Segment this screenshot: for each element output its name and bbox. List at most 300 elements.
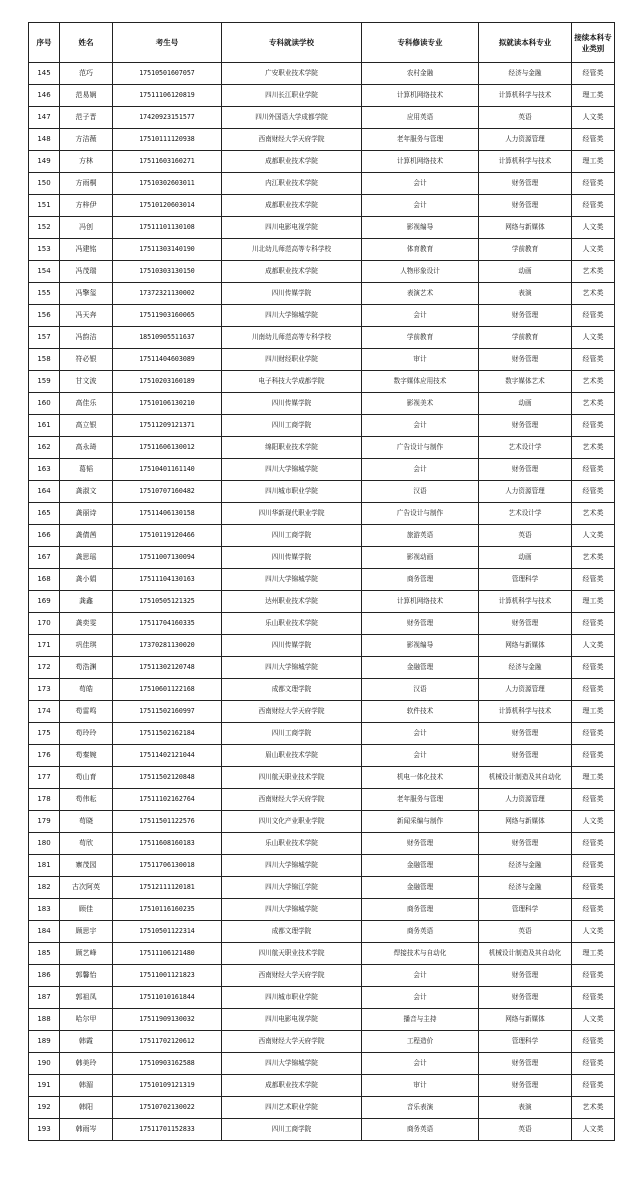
cell-name: 高佳乐 xyxy=(60,393,113,415)
cell-college-major: 学前教育 xyxy=(362,327,479,349)
cell-name: 郭祖凤 xyxy=(60,987,113,1009)
cell-target-major: 学前教育 xyxy=(479,239,572,261)
cell-exam-id: 17511702120612 xyxy=(113,1031,222,1053)
cell-index: 153 xyxy=(29,239,60,261)
cell-college-major: 计算机网络技术 xyxy=(362,85,479,107)
cell-target-major: 网络与新媒体 xyxy=(479,811,572,833)
cell-exam-id: 17510601122168 xyxy=(113,679,222,701)
cell-category: 理工类 xyxy=(572,591,615,613)
table-row xyxy=(29,261,615,283)
cell-college: 四川文化产业职业学院 xyxy=(222,811,362,833)
cell-college-major: 焊接技术与自动化 xyxy=(362,943,479,965)
table-row xyxy=(29,1119,615,1141)
cell-category: 理工类 xyxy=(572,943,615,965)
cell-category: 艺术类 xyxy=(572,371,615,393)
cell-name: 韩美玲 xyxy=(60,1053,113,1075)
cell-college: 四川大学锦江学院 xyxy=(222,877,362,899)
cell-category: 经管类 xyxy=(572,833,615,855)
cell-target-major: 管理科学 xyxy=(479,1031,572,1053)
cell-college: 四川大学锦城学院 xyxy=(222,1053,362,1075)
cell-name: 苟伟耘 xyxy=(60,789,113,811)
table-row xyxy=(29,459,615,481)
table-row xyxy=(29,481,615,503)
cell-college: 西南财经大学天府学院 xyxy=(222,701,362,723)
cell-target-major: 管理科学 xyxy=(479,569,572,591)
cell-category: 经管类 xyxy=(572,613,615,635)
cell-exam-id: 17510109121319 xyxy=(113,1075,222,1097)
table-row xyxy=(29,789,615,811)
cell-name: 顾思宇 xyxy=(60,921,113,943)
cell-name: 哈尔甲 xyxy=(60,1009,113,1031)
cell-exam-id: 17511404603089 xyxy=(113,349,222,371)
table-row xyxy=(29,877,615,899)
cell-category: 经管类 xyxy=(572,987,615,1009)
cell-college: 成都职业技术学院 xyxy=(222,151,362,173)
cell-name: 龚淑文 xyxy=(60,481,113,503)
cell-category: 经管类 xyxy=(572,789,615,811)
cell-exam-id: 17510401161140 xyxy=(113,459,222,481)
cell-index: 190 xyxy=(29,1053,60,1075)
table-row xyxy=(29,151,615,173)
cell-target-major: 艺术设计学 xyxy=(479,503,572,525)
cell-college-major: 金融管理 xyxy=(362,877,479,899)
col-header-college: 专科就读学校 xyxy=(222,23,362,63)
cell-college: 四川长江职业学院 xyxy=(222,85,362,107)
cell-name: 冯韵洁 xyxy=(60,327,113,349)
cell-target-major: 财务管理 xyxy=(479,987,572,1009)
cell-name: 龚倩茜 xyxy=(60,525,113,547)
cell-target-major: 计算机科学与技术 xyxy=(479,701,572,723)
cell-target-major: 人力资源管理 xyxy=(479,679,572,701)
cell-college-major: 审计 xyxy=(362,349,479,371)
cell-category: 人文类 xyxy=(572,811,615,833)
cell-category: 经管类 xyxy=(572,1053,615,1075)
cell-name: 苟秦婉 xyxy=(60,745,113,767)
cell-index: 161 xyxy=(29,415,60,437)
table-row xyxy=(29,437,615,459)
cell-exam-id: 17511502162184 xyxy=(113,723,222,745)
cell-name: 冯天奔 xyxy=(60,305,113,327)
cell-college-major: 会计 xyxy=(362,965,479,987)
cell-category: 人文类 xyxy=(572,217,615,239)
cell-name: 苟浩渊 xyxy=(60,657,113,679)
table-row xyxy=(29,525,615,547)
cell-exam-id: 17511010161844 xyxy=(113,987,222,1009)
table-row xyxy=(29,217,615,239)
table-row xyxy=(29,239,615,261)
cell-target-major: 财务管理 xyxy=(479,833,572,855)
cell-college: 四川艺术职业学院 xyxy=(222,1097,362,1119)
cell-target-major: 英语 xyxy=(479,107,572,129)
cell-college-major: 商务管理 xyxy=(362,569,479,591)
cell-category: 艺术类 xyxy=(572,437,615,459)
cell-exam-id: 17511209121371 xyxy=(113,415,222,437)
table-row xyxy=(29,393,615,415)
cell-college: 四川大学锦城学院 xyxy=(222,459,362,481)
cell-category: 理工类 xyxy=(572,85,615,107)
cell-exam-id: 17511302120748 xyxy=(113,657,222,679)
cell-index: 182 xyxy=(29,877,60,899)
cell-exam-id: 17511406130158 xyxy=(113,503,222,525)
col-header-name: 姓名 xyxy=(60,23,113,63)
cell-index: 150 xyxy=(29,173,60,195)
cell-category: 人文类 xyxy=(572,1119,615,1141)
cell-exam-id: 17510707160482 xyxy=(113,481,222,503)
cell-category: 经管类 xyxy=(572,1031,615,1053)
cell-target-major: 数字媒体艺术 xyxy=(479,371,572,393)
cell-index: 192 xyxy=(29,1097,60,1119)
cell-name: 葛韬 xyxy=(60,459,113,481)
cell-index: 173 xyxy=(29,679,60,701)
cell-index: 162 xyxy=(29,437,60,459)
cell-college: 四川工商学院 xyxy=(222,723,362,745)
col-header-index: 序号 xyxy=(29,23,60,63)
cell-college-major: 会计 xyxy=(362,459,479,481)
cell-category: 人文类 xyxy=(572,921,615,943)
table-row xyxy=(29,415,615,437)
cell-name: 方雨桐 xyxy=(60,173,113,195)
cell-exam-id: 17511501122576 xyxy=(113,811,222,833)
table-row xyxy=(29,723,615,745)
col-header-exam-id: 考生号 xyxy=(113,23,222,63)
cell-target-major: 财务管理 xyxy=(479,173,572,195)
cell-index: 189 xyxy=(29,1031,60,1053)
cell-name: 高永琦 xyxy=(60,437,113,459)
table-row xyxy=(29,811,615,833)
table-row xyxy=(29,943,615,965)
cell-name: 巩佳琪 xyxy=(60,635,113,657)
cell-index: 175 xyxy=(29,723,60,745)
cell-index: 154 xyxy=(29,261,60,283)
cell-college-major: 金融管理 xyxy=(362,657,479,679)
table-row xyxy=(29,679,615,701)
cell-college-major: 汉语 xyxy=(362,481,479,503)
cell-category: 经管类 xyxy=(572,877,615,899)
cell-name: 龚思瑶 xyxy=(60,547,113,569)
table-row xyxy=(29,855,615,877)
cell-exam-id: 17511909130032 xyxy=(113,1009,222,1031)
cell-category: 艺术类 xyxy=(572,393,615,415)
cell-index: 146 xyxy=(29,85,60,107)
cell-college: 乐山职业技术学院 xyxy=(222,833,362,855)
cell-college: 四川大学锦城学院 xyxy=(222,305,362,327)
cell-college: 四川工商学院 xyxy=(222,1119,362,1141)
cell-exam-id: 17512111120181 xyxy=(113,877,222,899)
table-row xyxy=(29,107,615,129)
cell-target-major: 财务管理 xyxy=(479,195,572,217)
table-row xyxy=(29,349,615,371)
cell-target-major: 财务管理 xyxy=(479,965,572,987)
cell-college: 四川传媒学院 xyxy=(222,393,362,415)
cell-exam-id: 17510120603014 xyxy=(113,195,222,217)
cell-exam-id: 17420923151577 xyxy=(113,107,222,129)
cell-index: 176 xyxy=(29,745,60,767)
cell-category: 艺术类 xyxy=(572,503,615,525)
cell-index: 164 xyxy=(29,481,60,503)
cell-exam-id: 17511706130018 xyxy=(113,855,222,877)
cell-category: 人文类 xyxy=(572,1009,615,1031)
table-row xyxy=(29,305,615,327)
table-row xyxy=(29,327,615,349)
cell-target-major: 动画 xyxy=(479,393,572,415)
cell-exam-id: 17510106130210 xyxy=(113,393,222,415)
cell-exam-id: 17511402121044 xyxy=(113,745,222,767)
cell-exam-id: 17510903162588 xyxy=(113,1053,222,1075)
cell-college: 四川航天职业技术学院 xyxy=(222,767,362,789)
table-row xyxy=(29,701,615,723)
cell-category: 艺术类 xyxy=(572,1097,615,1119)
cell-target-major: 财务管理 xyxy=(479,745,572,767)
cell-college-major: 会计 xyxy=(362,745,479,767)
cell-college-major: 老年服务与管理 xyxy=(362,789,479,811)
cell-category: 经管类 xyxy=(572,965,615,987)
table-row xyxy=(29,173,615,195)
cell-target-major: 网络与新媒体 xyxy=(479,1009,572,1031)
cell-college: 四川财经职业学院 xyxy=(222,349,362,371)
cell-target-major: 英语 xyxy=(479,921,572,943)
cell-name: 寨茂园 xyxy=(60,855,113,877)
cell-target-major: 经济与金融 xyxy=(479,63,572,85)
cell-college-major: 计算机网络技术 xyxy=(362,591,479,613)
cell-college: 成都职业技术学院 xyxy=(222,195,362,217)
cell-category: 经管类 xyxy=(572,657,615,679)
cell-index: 172 xyxy=(29,657,60,679)
cell-exam-id: 17511007130094 xyxy=(113,547,222,569)
table-row xyxy=(29,833,615,855)
cell-category: 人文类 xyxy=(572,635,615,657)
cell-college-major: 广告设计与制作 xyxy=(362,437,479,459)
col-header-college-major: 专科修读专业 xyxy=(362,23,479,63)
cell-category: 经管类 xyxy=(572,745,615,767)
cell-index: 167 xyxy=(29,547,60,569)
cell-name: 甘文波 xyxy=(60,371,113,393)
cell-category: 经管类 xyxy=(572,63,615,85)
cell-index: 178 xyxy=(29,789,60,811)
cell-name: 古次阿英 xyxy=(60,877,113,899)
cell-college-major: 音乐表演 xyxy=(362,1097,479,1119)
cell-college: 成都职业技术学院 xyxy=(222,1075,362,1097)
cell-index: 148 xyxy=(29,129,60,151)
cell-college-major: 财务管理 xyxy=(362,613,479,635)
cell-college: 四川电影电视学院 xyxy=(222,1009,362,1031)
cell-exam-id: 17510119120466 xyxy=(113,525,222,547)
cell-college-major: 商务管理 xyxy=(362,899,479,921)
cell-name: 韩霞 xyxy=(60,1031,113,1053)
cell-name: 顾艺峰 xyxy=(60,943,113,965)
cell-name: 苟玲玲 xyxy=(60,723,113,745)
cell-name: 冯建铭 xyxy=(60,239,113,261)
cell-index: 166 xyxy=(29,525,60,547)
cell-index: 184 xyxy=(29,921,60,943)
cell-college-major: 新闻采编与制作 xyxy=(362,811,479,833)
cell-category: 理工类 xyxy=(572,151,615,173)
cell-category: 人文类 xyxy=(572,239,615,261)
cell-name: 方洁薇 xyxy=(60,129,113,151)
cell-target-major: 网络与新媒体 xyxy=(479,635,572,657)
table-row xyxy=(29,767,615,789)
cell-college-major: 应用英语 xyxy=(362,107,479,129)
table-row xyxy=(29,371,615,393)
cell-target-major: 表演 xyxy=(479,283,572,305)
admission-table xyxy=(28,22,615,1141)
cell-exam-id: 17511303140190 xyxy=(113,239,222,261)
cell-category: 经管类 xyxy=(572,195,615,217)
cell-college: 四川传媒学院 xyxy=(222,635,362,657)
cell-category: 经管类 xyxy=(572,415,615,437)
cell-exam-id: 17372321130002 xyxy=(113,283,222,305)
cell-target-major: 网络与新媒体 xyxy=(479,217,572,239)
cell-exam-id: 17510303130150 xyxy=(113,261,222,283)
table-row xyxy=(29,195,615,217)
cell-name: 范易娴 xyxy=(60,85,113,107)
cell-college: 四川城市职业学院 xyxy=(222,987,362,1009)
cell-college-major: 播音与主持 xyxy=(362,1009,479,1031)
cell-index: 147 xyxy=(29,107,60,129)
cell-name: 韩阳 xyxy=(60,1097,113,1119)
cell-target-major: 管理科学 xyxy=(479,899,572,921)
cell-college: 四川大学锦城学院 xyxy=(222,855,362,877)
cell-target-major: 财务管理 xyxy=(479,459,572,481)
table-row xyxy=(29,613,615,635)
cell-target-major: 机械设计制造及其自动化 xyxy=(479,767,572,789)
cell-category: 经管类 xyxy=(572,129,615,151)
cell-name: 郭馨怡 xyxy=(60,965,113,987)
cell-index: 171 xyxy=(29,635,60,657)
cell-target-major: 表演 xyxy=(479,1097,572,1119)
cell-index: 177 xyxy=(29,767,60,789)
cell-college-major: 审计 xyxy=(362,1075,479,1097)
cell-name: 龚奕雯 xyxy=(60,613,113,635)
table-row xyxy=(29,965,615,987)
cell-index: 163 xyxy=(29,459,60,481)
cell-exam-id: 17510116160235 xyxy=(113,899,222,921)
cell-category: 经管类 xyxy=(572,481,615,503)
cell-college: 川南幼儿师范高等专科学校 xyxy=(222,327,362,349)
cell-college-major: 会计 xyxy=(362,305,479,327)
cell-college-major: 农村金融 xyxy=(362,63,479,85)
table-row xyxy=(29,1009,615,1031)
cell-name: 高立银 xyxy=(60,415,113,437)
cell-college-major: 表演艺术 xyxy=(362,283,479,305)
table-row xyxy=(29,899,615,921)
cell-name: 苟雷鸣 xyxy=(60,701,113,723)
cell-college: 四川工商学院 xyxy=(222,415,362,437)
table-row xyxy=(29,591,615,613)
col-header-target-major: 拟就读本科专业 xyxy=(479,23,572,63)
cell-index: 168 xyxy=(29,569,60,591)
cell-college: 广安职业技术学院 xyxy=(222,63,362,85)
cell-target-major: 英语 xyxy=(479,525,572,547)
cell-exam-id: 17510501122314 xyxy=(113,921,222,943)
table-row xyxy=(29,85,615,107)
cell-target-major: 财务管理 xyxy=(479,349,572,371)
cell-college: 四川电影电视学院 xyxy=(222,217,362,239)
cell-college-major: 会计 xyxy=(362,723,479,745)
cell-index: 165 xyxy=(29,503,60,525)
cell-index: 174 xyxy=(29,701,60,723)
cell-target-major: 动画 xyxy=(479,261,572,283)
cell-name: 龚小娟 xyxy=(60,569,113,591)
cell-college: 四川航天职业技术学院 xyxy=(222,943,362,965)
cell-college-major: 金融管理 xyxy=(362,855,479,877)
cell-category: 艺术类 xyxy=(572,283,615,305)
cell-college: 绵阳职业技术学院 xyxy=(222,437,362,459)
table-row xyxy=(29,1053,615,1075)
cell-name: 苟山育 xyxy=(60,767,113,789)
table-row xyxy=(29,283,615,305)
col-header-category: 接续本科专业类别 xyxy=(572,23,615,63)
cell-college-major: 广告设计与制作 xyxy=(362,503,479,525)
cell-college-major: 会计 xyxy=(362,1053,479,1075)
cell-index: 183 xyxy=(29,899,60,921)
cell-index: 186 xyxy=(29,965,60,987)
cell-index: 156 xyxy=(29,305,60,327)
table-row xyxy=(29,657,615,679)
cell-index: 185 xyxy=(29,943,60,965)
cell-college-major: 会计 xyxy=(362,987,479,1009)
cell-college: 成都文理学院 xyxy=(222,679,362,701)
cell-exam-id: 17511101130108 xyxy=(113,217,222,239)
cell-category: 经管类 xyxy=(572,855,615,877)
table-row xyxy=(29,63,615,85)
cell-exam-id: 17511701152833 xyxy=(113,1119,222,1141)
cell-target-major: 财务管理 xyxy=(479,723,572,745)
cell-index: 157 xyxy=(29,327,60,349)
cell-name: 龚丽诗 xyxy=(60,503,113,525)
cell-college-major: 影视美术 xyxy=(362,393,479,415)
cell-exam-id: 17510501607057 xyxy=(113,63,222,85)
cell-category: 经管类 xyxy=(572,173,615,195)
cell-college: 西南财经大学天府学院 xyxy=(222,129,362,151)
cell-index: 145 xyxy=(29,63,60,85)
cell-name: 苟晓 xyxy=(60,811,113,833)
table-row xyxy=(29,921,615,943)
cell-name: 韩湄 xyxy=(60,1075,113,1097)
cell-college: 内江职业技术学院 xyxy=(222,173,362,195)
cell-college: 四川工商学院 xyxy=(222,525,362,547)
cell-exam-id: 17511502120848 xyxy=(113,767,222,789)
cell-exam-id: 17511603160271 xyxy=(113,151,222,173)
cell-target-major: 财务管理 xyxy=(479,1075,572,1097)
cell-college-major: 数字媒体应用技术 xyxy=(362,371,479,393)
cell-name: 冯茂瑞 xyxy=(60,261,113,283)
cell-index: 158 xyxy=(29,349,60,371)
cell-name: 方林 xyxy=(60,151,113,173)
cell-category: 艺术类 xyxy=(572,261,615,283)
table-row xyxy=(29,569,615,591)
table-row xyxy=(29,635,615,657)
cell-exam-id: 17511606130012 xyxy=(113,437,222,459)
cell-category: 人文类 xyxy=(572,525,615,547)
cell-target-major: 财务管理 xyxy=(479,415,572,437)
cell-target-major: 计算机科学与技术 xyxy=(479,85,572,107)
cell-college: 乐山职业技术学院 xyxy=(222,613,362,635)
cell-category: 经管类 xyxy=(572,723,615,745)
cell-exam-id: 17511903160065 xyxy=(113,305,222,327)
cell-exam-id: 17511502160997 xyxy=(113,701,222,723)
cell-category: 人文类 xyxy=(572,107,615,129)
cell-index: 152 xyxy=(29,217,60,239)
cell-college-major: 老年服务与管理 xyxy=(362,129,479,151)
cell-target-major: 计算机科学与技术 xyxy=(479,591,572,613)
cell-exam-id: 17510203160189 xyxy=(113,371,222,393)
cell-index: 169 xyxy=(29,591,60,613)
cell-target-major: 人力资源管理 xyxy=(479,789,572,811)
cell-target-major: 英语 xyxy=(479,1119,572,1141)
cell-category: 经管类 xyxy=(572,569,615,591)
table-row xyxy=(29,503,615,525)
cell-name: 龚鑫 xyxy=(60,591,113,613)
